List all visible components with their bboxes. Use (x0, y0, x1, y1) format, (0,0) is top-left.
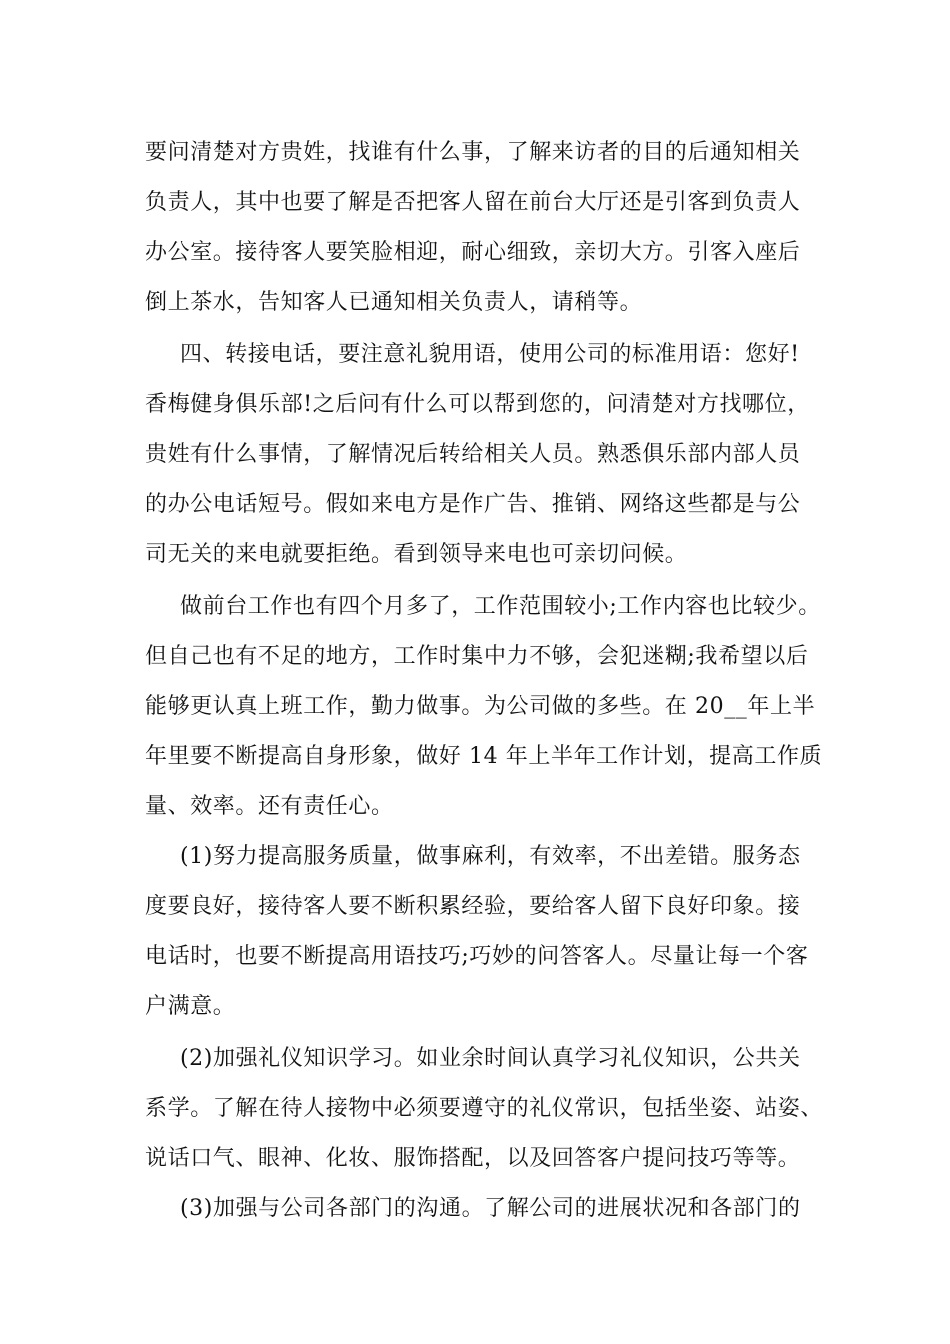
text-line: 量、效率。还有责任心。 (145, 794, 394, 819)
paragraph-start-line: 做前台工作也有四个月多了，工作范围较小;工作内容也比较少。 (180, 594, 821, 619)
text-line: 户满意。 (145, 994, 236, 1019)
text-line: 说话口气、眼神、化妆、服饰搭配，以及回答客户提问技巧等等。 (145, 1146, 801, 1171)
text-line: 负责人，其中也要了解是否把客人留在前台大厅还是引客到负责人 (145, 190, 801, 215)
text-line: 司无关的来电就要拒绝。看到领导来电也可亲切问候。 (145, 542, 688, 567)
text-line: 办公室。接待客人要笑脸相迎，耐心细致，亲切大方。引客入座后 (145, 240, 801, 265)
text-line: 系学。了解在待人接物中必须要遵守的礼仪常识，包括坐姿、站姿、 (145, 1096, 824, 1121)
paragraph-start-line: 四、转接电话，要注意礼貌用语，使用公司的标准用语：您好! (180, 342, 800, 367)
text-line: 贵姓有什么事情，了解情况后转给相关人员。熟悉俱乐部内部人员 (145, 442, 801, 467)
text-line: 电话时，也要不断提高用语技巧;巧妙的问答客人。尽量让每一个客 (145, 944, 809, 969)
text-line: 年里要不断提高自身形象，做好 14 年上半年工作计划，提高工作质 (145, 744, 823, 769)
text-line: 能够更认真上班工作，勤力做事。为公司做的多些。在 20__年上半 (145, 694, 816, 719)
text-line: 要问清楚对方贵姓，找谁有什么事，了解来访者的目的后通知相关 (145, 140, 801, 165)
text-line: 但自己也有不足的地方，工作时集中力不够，会犯迷糊;我希望以后 (145, 644, 809, 669)
text-line: 倒上茶水，告知客人已通知相关负责人，请稍等。 (145, 290, 643, 315)
paragraph-start-line: (2)加强礼仪知识学习。如业余时间认真学习礼仪知识，公共关 (180, 1046, 801, 1071)
text-line: 的办公电话短号。假如来电方是作广告、推销、网络这些都是与公 (145, 492, 801, 517)
text-line: 香梅健身俱乐部!之后问有什么可以帮到您的，问清楚对方找哪位， (145, 392, 810, 417)
text-line: 度要良好，接待客人要不断积累经验，要给客人留下良好印象。接 (145, 894, 801, 919)
paragraph-start-line: (1)努力提高服务质量，做事麻利，有效率，不出差错。服务态 (180, 844, 801, 869)
paragraph-start-line: (3)加强与公司各部门的沟通。了解公司的进展状况和各部门的 (180, 1196, 801, 1221)
